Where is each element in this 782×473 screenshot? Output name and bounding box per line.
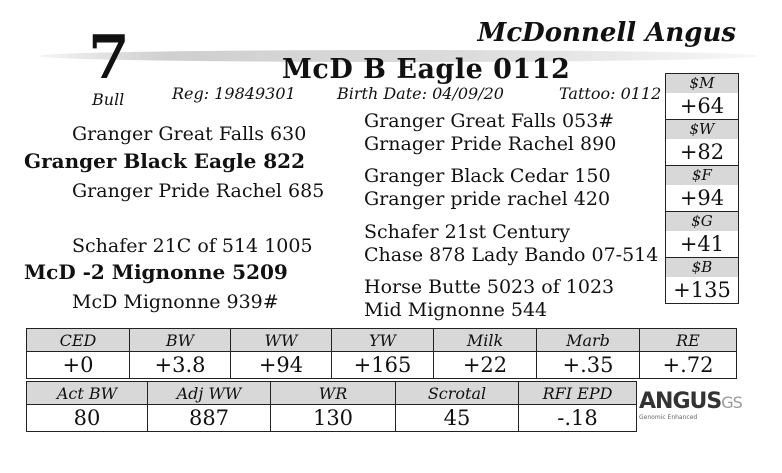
dollar-index-value: +135: [673, 278, 731, 302]
epd-value-marb: +.35: [537, 352, 640, 379]
measure-header-rfi-epd: RFI EPD: [519, 382, 637, 405]
epd-value-ced: +0: [27, 352, 130, 379]
measure-value-wr: 130: [271, 405, 396, 432]
lot-number: 7: [88, 23, 130, 93]
epd-value-re: +.72: [640, 352, 737, 379]
registration-number: Reg: 19849301: [172, 84, 296, 103]
measure-value-scrotal: 45: [396, 405, 519, 432]
dollar-index-value: +41: [666, 231, 738, 258]
pedigree-ggp: Granger Black Cedar 150: [364, 165, 611, 187]
measure-header-act-bw: Act BW: [27, 382, 148, 405]
dollar-index-g: [666, 212, 738, 258]
epd-header-ww: WW: [231, 329, 332, 352]
pedigree-sire: Granger Black Eagle 822: [24, 149, 306, 173]
measure-header-wr: WR: [271, 382, 396, 405]
pedigree-dam-dam: McD Mignonne 939#: [72, 291, 279, 313]
logo-suffix: GS: [721, 393, 742, 412]
epd-value-ww: +94: [231, 352, 332, 379]
tattoo: Tattoo: 0112: [559, 84, 662, 103]
measure-value-rfi-epd: -.18: [519, 405, 637, 432]
pedigree-ggp: Chase 878 Lady Bando 07-514: [364, 244, 659, 266]
dollar-index-value: +64: [666, 93, 738, 120]
animal-name: McD B Eagle 0112: [282, 54, 571, 85]
epd-header-bw: BW: [130, 329, 231, 352]
pedigree-ggp: Horse Butte 5023 of 1023: [364, 276, 615, 298]
category-label: Bull: [92, 90, 125, 109]
epd-header-milk: Milk: [434, 329, 537, 352]
pedigree-ggp: Mid Mignonne 544: [364, 299, 548, 321]
epd-value-row: [27, 352, 737, 379]
epd-header-ced: CED: [27, 329, 130, 352]
dollar-index-f: [666, 166, 738, 212]
angus-gs-logo: [639, 381, 742, 429]
logo-text: ANGUS: [639, 389, 722, 414]
pedigree-sire-dam: Granger Pride Rachel 685: [72, 180, 325, 202]
pedigree-dam-sire: Schafer 21C of 514 1005: [72, 235, 313, 257]
dollar-index-label: $F: [666, 166, 738, 185]
measure-header-scrotal: Scrotal: [396, 382, 519, 405]
logo-tagline: Genomic Enhanced: [639, 414, 698, 421]
epd-header-yw: YW: [332, 329, 434, 352]
dollar-index-b: [666, 258, 738, 303]
measures-header-row: [27, 382, 637, 405]
epd-header-re: RE: [640, 329, 737, 352]
epd-value-bw: +3.8: [130, 352, 231, 379]
dollar-index-label: $M: [666, 74, 738, 93]
pedigree-dam: McD -2 Mignonne 5209: [24, 260, 288, 284]
epd-value-milk: +22: [434, 352, 537, 379]
pedigree-ggp: Granger pride rachel 420: [364, 188, 611, 210]
dollar-index-label: $G: [666, 212, 738, 231]
epd-header-marb: Marb: [537, 329, 640, 352]
epd-table: [26, 328, 737, 379]
birth-date: Birth Date: 04/09/20: [337, 84, 504, 103]
dollar-index-w: [666, 120, 738, 166]
dollar-index-label: $W: [666, 120, 738, 139]
pedigree-sire-sire: Granger Great Falls 630: [72, 123, 307, 145]
measures-table: [26, 381, 637, 432]
epd-value-yw: +165: [332, 352, 434, 379]
ranch-name: McDonnell Angus: [477, 18, 736, 48]
measures-value-row: [27, 405, 637, 432]
pedigree-ggp: Granger Great Falls 053#: [364, 110, 615, 132]
dollar-index-value: +82: [666, 139, 738, 166]
pedigree-ggp: Schafer 21st Century: [364, 221, 570, 243]
dollar-index-m: [666, 74, 738, 120]
dollar-index-label: $B: [666, 258, 738, 277]
dollar-index-value: +94: [666, 185, 738, 212]
measure-value-act-bw: 80: [27, 405, 148, 432]
pedigree-ggp: Grnager Pride Rachel 890: [364, 133, 617, 155]
dollar-index-box: [665, 73, 739, 304]
measure-value-adj-ww: 887: [148, 405, 271, 432]
measure-header-adj-ww: Adj WW: [148, 382, 271, 405]
epd-header-row: [27, 329, 737, 352]
